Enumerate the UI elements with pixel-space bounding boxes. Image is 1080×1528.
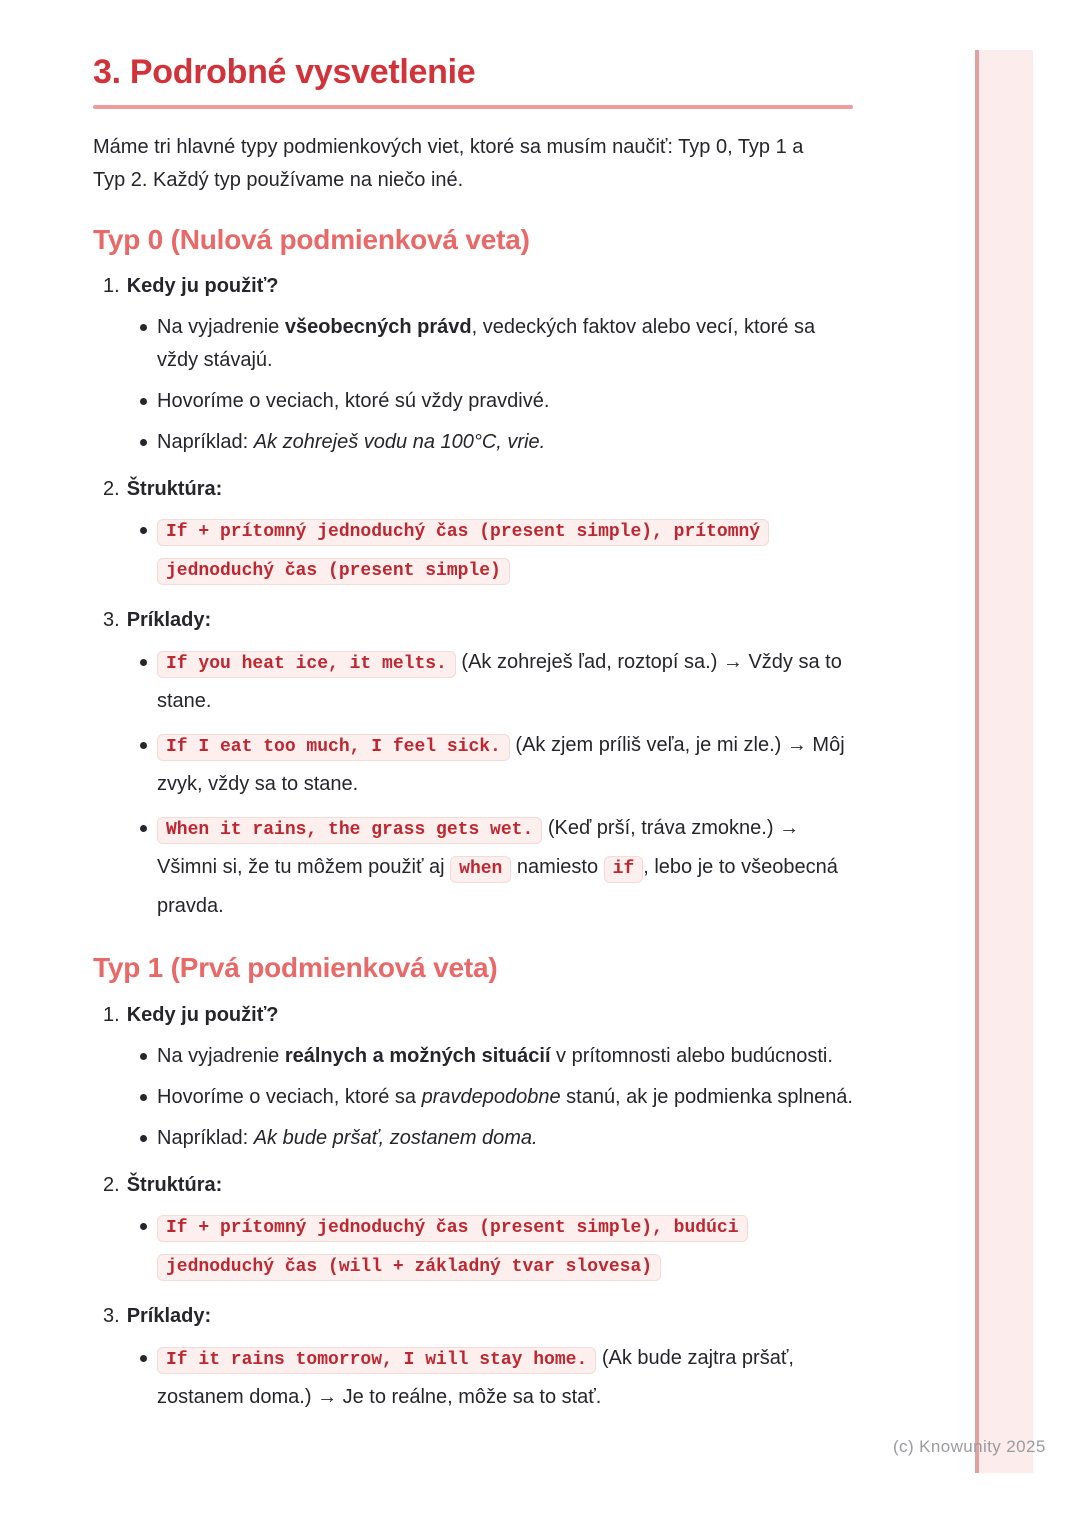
example-item [93, 644, 853, 720]
bullet-dot [140, 659, 147, 666]
page-title: 3. Podrobné vysvetlenie [93, 53, 476, 91]
page-edge-decoration [975, 50, 1033, 1473]
document-content [93, 52, 853, 1416]
item-number: 1. [103, 275, 120, 298]
structure-code-item [93, 1208, 853, 1286]
inline-code: If + prítomný jednoduchý čas (present simple), budúci jednoduchý čas (will + základný tvar slovesa) [157, 1215, 748, 1281]
item-number: 3. [103, 1304, 120, 1327]
list-item [93, 311, 853, 377]
item-number: 1. [103, 1003, 120, 1026]
example-item [93, 727, 853, 803]
example-text: (Ak zohreješ ľad, roztopí sa.) → Vždy sa to stane. [157, 651, 842, 713]
list-item [93, 426, 853, 459]
numbered-item-kedy-typ0 [93, 270, 853, 303]
example-item [93, 1340, 853, 1416]
section-heading-typ0: Typ 0 (Nulová podmienková veta) [93, 223, 530, 255]
inline-code: if [604, 856, 644, 883]
bullet-dot [140, 439, 147, 446]
bullet-dot [140, 825, 147, 832]
example-text: namiesto [511, 856, 604, 879]
example-item [93, 810, 853, 925]
item-number: 3. [103, 609, 120, 632]
numbered-item-kedy-typ1 [93, 999, 853, 1032]
inline-code: If you heat ice, it melts. [157, 651, 456, 678]
inline-code: when [450, 856, 511, 883]
bullet-text: Hovoríme o veciach, ktoré sú vždy pravdivé. [157, 390, 550, 413]
bullet-dot [140, 1135, 147, 1142]
bullet-dot [140, 1094, 147, 1101]
bullet-dot [140, 1355, 147, 1362]
numbered-item-priklady-typ0 [93, 604, 853, 637]
bullet-dot [140, 398, 147, 405]
bullet-dot [140, 324, 147, 331]
inline-code: If + prítomný jednoduchý čas (present simple), prítomný jednoduchý čas (present simple) [157, 519, 769, 585]
structure-code-item [93, 512, 853, 590]
bullet-text: Napríklad: Ak bude pršať, zostanem doma. [157, 1126, 538, 1149]
item-label: Štruktúra: [126, 1173, 223, 1196]
item-label: Príklady: [126, 609, 212, 632]
bullet-text: Na vyjadrenie všeobecných právd, vedeckých faktov alebo vecí, ktoré sa vždy stávajú. [157, 316, 816, 372]
example-text: , lebo je to všeobecná pravda. [157, 856, 838, 918]
example-text: (Keď prší, tráva zmokne.) → Všimni si, že tu môžem použiť aj [157, 817, 800, 879]
list-item [93, 1122, 853, 1155]
numbered-item-struktura-typ1 [93, 1169, 853, 1202]
bullet-text: Na vyjadrenie reálnych a možných situácií v prítomnosti alebo budúcnosti. [157, 1044, 833, 1067]
bullet-text: Hovoríme o veciach, ktoré sa pravdepodobne stanú, ak je podmienka splnená. [157, 1085, 853, 1108]
example-text: (Ak bude zajtra pršať, zostanem doma.) → Je to reálne, môže sa to stať. [157, 1346, 794, 1408]
bullet-dot [140, 1053, 147, 1060]
example-text: (Ak zjem príliš veľa, je mi zle.) → Môj zvyk, vždy sa to stane. [157, 734, 845, 796]
bullet-dot [140, 742, 147, 749]
item-label: Kedy ju použiť? [126, 275, 279, 298]
list-item [93, 1040, 853, 1073]
numbered-item-struktura-typ0 [93, 473, 853, 506]
bullet-dot [140, 527, 147, 534]
list-item [93, 385, 853, 418]
item-label: Kedy ju použiť? [126, 1003, 279, 1026]
bullet-dot [140, 1223, 147, 1230]
item-number: 2. [103, 478, 120, 501]
item-number: 2. [103, 1173, 120, 1196]
inline-code: If I eat too much, I feel sick. [157, 734, 510, 761]
list-item [93, 1081, 853, 1114]
inline-code: When it rains, the grass gets wet. [157, 817, 542, 844]
item-label: Štruktúra: [126, 478, 223, 501]
section-heading-typ1: Typ 1 (Prvá podmienková veta) [93, 952, 498, 984]
item-label: Príklady: [126, 1304, 212, 1327]
watermark: (c) Knowunity 2025 [893, 1437, 1046, 1456]
title-underline [93, 105, 853, 109]
inline-code: If it rains tomorrow, I will stay home. [157, 1347, 596, 1374]
intro-paragraph: Máme tri hlavné typy podmienkových viet, ktoré sa musím naučiť: Typ 0, Typ 1 a Typ 2. Každý typ používame na niečo iné. [93, 135, 804, 191]
bullet-text: Napríklad: Ak zohreješ vodu na 100°C, vrie. [157, 431, 546, 454]
numbered-item-priklady-typ1 [93, 1300, 853, 1333]
